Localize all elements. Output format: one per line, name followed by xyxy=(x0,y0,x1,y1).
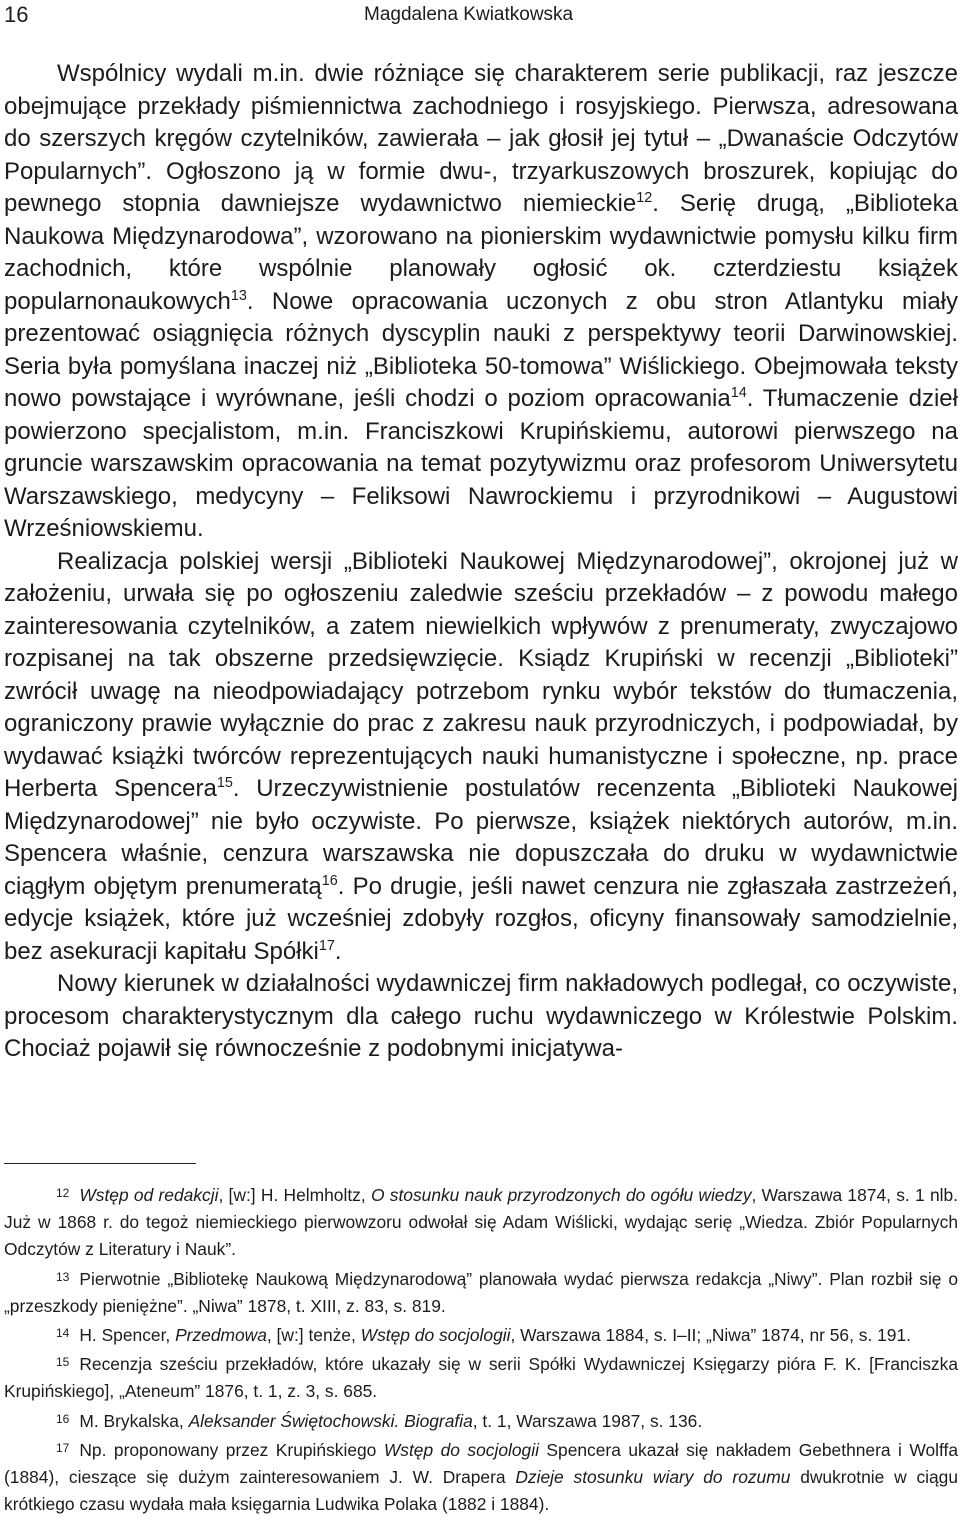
footnote-ref-14[interactable]: 14 xyxy=(730,385,747,401)
footnote-number: 17 xyxy=(56,1440,70,1455)
footnote-12: $^{12}$ Wstęp od redakcji, [w:] H. Helmholtz, O stosunku nauk przyrodzonych do ogółu wiedzy, Warszawa 1874, s. 1 nlb. Już w 1868 r. do tegoż niemieckiego pierwowzoru odwołał się Adam Wiślicki, wydając serię „Wiedza. Zbiór Popularnych Odczytów z Literatury i Nauk”. xyxy=(4,1185,958,1260)
footnote-16: $^{16}$ M. Brykalska, Aleksander Świętochowski. Biografia, t. 1, Warszawa 1987, s. 136. xyxy=(56,1410,703,1431)
running-head-author: Magdalena Kwiatkowska xyxy=(364,4,574,25)
footnote-number: 12 xyxy=(56,1186,70,1200)
footnote-number: 15 xyxy=(56,1355,70,1370)
footnote-ref-17[interactable]: 17 xyxy=(318,937,335,954)
page-number: 16 xyxy=(4,2,29,27)
paragraph-2: Realizacja polskiej wersji „Biblioteki Naukowej Międzynarodowej”, okrojonej już w założeniu, urwała się po ogłoszeniu zaledwie sześciu przekładów – z powodu małego zainteresowania czytelników, a zatem niewielkich wpływów z prenumeraty, zwyczajowo rozpisanej na tak obszerne przedsięwzięcie. Ksiądz Krupiński w recenzji „Biblioteki” zwrócił uwagę na nieodpowiadający potrzebom rynku wybór tekstów do tłumaczenia, ograniczony prawie wyłącznie do prac z zakresu nauk przyrodniczych, i podpowiadał, by wydawać książki twórców reprezentujących nauki humanistyczne i społeczne, np. prace Herberta Spencera$^{15}$. Urzeczywistnienie postulatów recenzenta „Biblioteki Naukowej Międzynarodowej” nie było oczywiste. Po pierwsze, książek niektórych autorów, m.in. Spencera właśnie, cenzura warszawska nie dopuszczała do druku w wydawnictwie ciągłym objętym prenumeratą$^{16}$. Po drugie, jeśli nawet cenzura nie zgłaszała zastrzeżeń, edycje książek, które już wcześniej zdobyły rozgłos, oficyny finansowały samodzielnie, bez asekuracji kapitału Spółki$^{17}$. xyxy=(4,547,959,965)
footnote-14: $^{14}$ H. Spencer, Przedmowa, [w:] tenże, Wstęp do socjologii, Warszawa 1884, s. I–II; „Niwa” 1874, nr 56, s. 191. xyxy=(56,1325,911,1346)
footnote-13: $^{13}$ Pierwotnie „Bibliotekę Naukową Międzynarodową” planowała wydać pierwsza redakcja „Niwy”. Plan rozbił się o „przeszkody pieniężne”. „Niwa” 1878, t. XIII, z. 83, s. 819. xyxy=(4,1268,958,1316)
footnote-ref-13[interactable]: 13 xyxy=(230,287,247,304)
footnote-15: $^{15}$ Recenzja sześciu przekładów, które ukazały się w serii Spółki Wydawniczej Księgarzy pióra F. K. [Franciszka Krupińskiego], „Ateneum” 1876, t. 1, z. 3, s. 685. xyxy=(4,1354,958,1402)
page-header xyxy=(4,2,960,32)
footnote-number: 16 xyxy=(56,1411,70,1426)
footnote-ref-12[interactable]: 12 xyxy=(636,190,653,206)
body-text xyxy=(4,58,958,1066)
footnote-ref-16[interactable]: 16 xyxy=(321,872,338,889)
footnote-17: $^{17}$ Np. proponowany przez Krupińskiego Wstęp do socjologii Spencera ukazał się nakładem Gebethnera i Wolffa (1884), cieszące się dużym zainteresowaniem J. W. Drapera Dzieje stosunku wiary do rozumu dwukrotnie w ciągu krótkiego czasu wydała mała księgarnia Ludwika Polaka (1882 i 1884). xyxy=(4,1439,959,1515)
paragraph-1: Wspólnicy wydali m.in. dwie różniące się charakterem serie publikacji, raz jeszcze obejmujące przekłady piśmiennictwa zachodniego i rosyjskiego. Pierwsza, adresowana do szerszych kręgów czytelników, zawierała – jak głosił jej tytuł – „Dwanaście Odczytów Popularnych”. Ogłoszono ją w formie dwu-, trzyarkuszowych broszurek, kopiując do pewnego stopnia dawniejsze wydawnictwo niemieckie$^{12}$. Serię drugą, „Biblioteka Naukowa Międzynarodowa”, wzorowano na pionierskim wydawnictwie pomysłu kilku firm zachodnich, które wspólnie planowały ogłosić ok. czterdziestu książek popularnonaukowych$^{13}$. Nowe opracowania uczonych z obu stron Atlantyku miały prezentować osiągnięcia różnych dyscyplin nauki z perspektywy teorii Darwinowskiej. Seria była pomyślana inaczej niż „Biblioteka 50-tomowa” Wiślickiego. Obejmowała teksty nowo powstające i wyrównane, jeśli chodzi o poziom opracowania$^{14}$. Tłumaczenie dzieł powierzono specjalistom, m.in. Franciszkowi Krupińskiemu, autorowi pierwszego na gruncie warszawskim opracowania na temat pozytywizmu oraz profesorom Uniwersytetu Warszawskiego, medycyny – Feliksowi Nawrockiemu i przyrodnikowi – Augustowi Wrześniowskiemu. xyxy=(4,60,958,542)
footnote-separator xyxy=(4,1163,196,1164)
footnote-number: 13 xyxy=(56,1269,70,1284)
footnote-ref-15[interactable]: 15 xyxy=(216,775,233,791)
footnote-number: 14 xyxy=(56,1326,70,1341)
footnotes xyxy=(4,1180,958,1518)
paragraph-3: Nowy kierunek w działalności wydawniczej firm nakładowych podlegał, co oczywiste, procesom charakterystycznym dla całego ruchu wydawniczego w Królestwie Polskim. Chociaż pojawił się równocześnie z podobnymi inicjatywa- xyxy=(4,970,958,1062)
